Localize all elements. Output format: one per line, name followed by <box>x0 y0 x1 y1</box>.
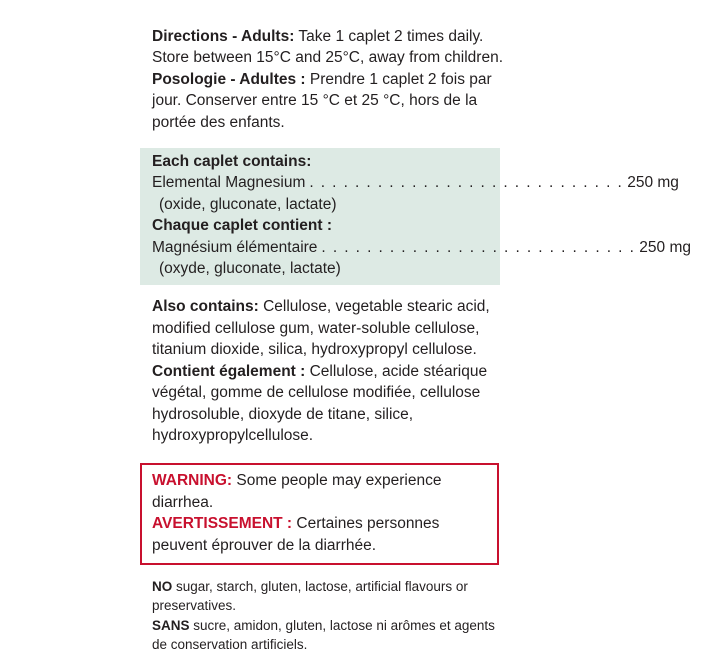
contents-en-heading <box>152 151 500 172</box>
warning-fr-heading: AVERTISSEMENT : <box>152 515 293 533</box>
also-en-heading: Also contains: <box>152 298 259 316</box>
free-from-en <box>152 577 510 616</box>
free-from-fr-text: sucre, amidon, gluten, lactose ni arômes et agents de conservation artificiels. <box>152 617 495 653</box>
free-from-fr <box>152 616 510 655</box>
also-fr <box>152 361 510 447</box>
contents-en-heading-text: Each caplet contains: <box>152 153 312 171</box>
directions-en <box>152 26 510 69</box>
contents-fr-heading-text: Chaque caplet contient : <box>152 217 332 235</box>
ingredient-name-fr: Magnésium élémentaire <box>152 238 318 256</box>
also-en <box>152 296 510 360</box>
free-from-en-heading: NO <box>152 578 173 594</box>
warning-en <box>152 470 489 513</box>
directions-section <box>140 26 510 133</box>
product-label <box>140 26 691 655</box>
ingredient-amount-fr: 250 mg <box>639 238 691 256</box>
ingredient-row-fr <box>152 237 691 258</box>
warning-en-heading: WARNING: <box>152 472 233 490</box>
directions-en-text: Take 1 caplet 2 times daily. Store between 15°C and 25°C, away from children. <box>152 28 503 67</box>
directions-fr-heading: Posologie - Adultes : <box>152 70 306 88</box>
ingredient-amount-en: 250 mg <box>627 174 679 192</box>
ingredient-name-en: Elemental Magnesium <box>152 174 306 192</box>
free-from-en-text: sugar, starch, gluten, lactose, artificial flavours or preservatives. <box>152 578 468 614</box>
directions-fr-text: Prendre 1 caplet 2 fois par jour. Conserver entre 15 °C et 25 °C, hors de la portée des enfants. <box>152 70 492 131</box>
directions-en-heading: Directions - Adults: <box>152 28 295 45</box>
also-contains-section <box>140 296 510 446</box>
warning-box <box>140 463 499 565</box>
dot-leader: . . . . . . . . . . . . . . . . . . . . . . . . . . . . <box>321 238 636 256</box>
also-fr-heading: Contient également : <box>152 362 306 380</box>
free-from-section <box>140 577 510 655</box>
warning-fr <box>152 513 489 556</box>
ingredient-row-en <box>152 172 679 193</box>
also-en-text: Cellulose, vegetable stearic acid, modified cellulose gum, water-soluble cellulose, titanium dioxide, silica, hydroxypropyl cellulose. <box>152 298 490 359</box>
ingredient-sources-en: (oxide, gluconate, lactate) <box>159 195 337 213</box>
warning-fr-text: Certaines personnes peuvent éprouver de la diarrhée. <box>152 515 440 554</box>
free-from-fr-heading: SANS <box>152 617 190 633</box>
also-fr-text: Cellulose, acide stéarique végétal, gomme de cellulose modifiée, cellulose hydrosoluble, dioxyde de titane, silice, hydroxypropylcellulose. <box>152 362 488 444</box>
dot-leader: . . . . . . . . . . . . . . . . . . . . . . . . . . . . <box>309 174 624 192</box>
warning-en-text: Some people may experience diarrhea. <box>152 472 442 511</box>
contents-fr-heading <box>152 215 500 236</box>
directions-fr <box>152 69 510 133</box>
contents-panel <box>140 148 691 285</box>
ingredient-sources-fr: (oxyde, gluconate, lactate) <box>159 260 341 278</box>
